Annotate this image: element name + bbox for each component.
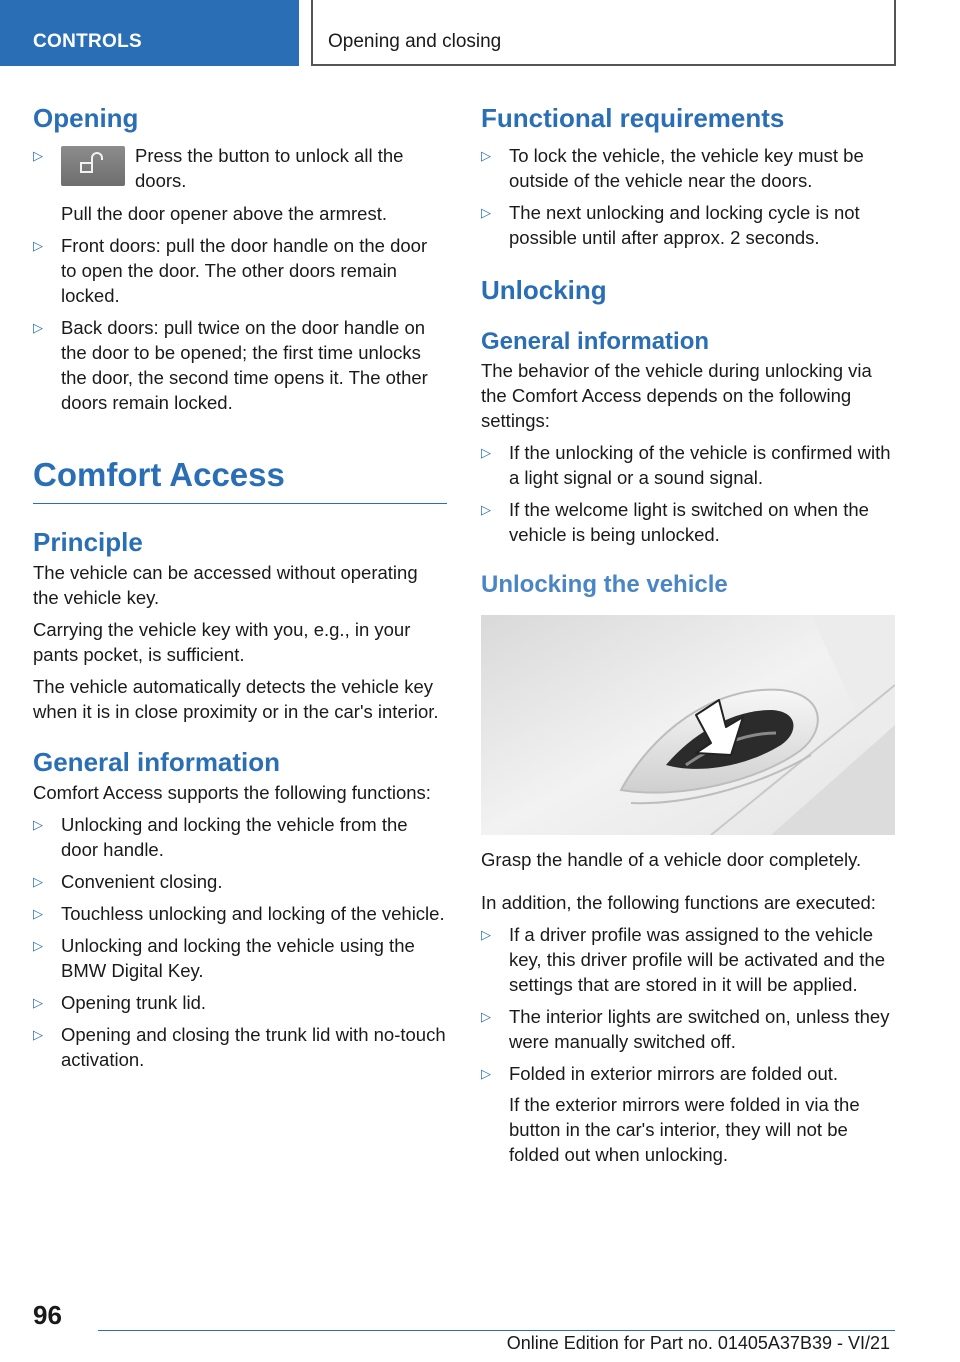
list-item: ▷ If the welcome light is switched on when the vehicle is being unlocked. bbox=[481, 499, 869, 545]
list-item: ▷ Folded in exterior mirrors are folded out. bbox=[481, 1063, 839, 1084]
functional-requirements-heading: Functional requirements bbox=[481, 103, 785, 133]
functional-requirements-list bbox=[481, 143, 895, 250]
bullet-triangle-icon: ▷ bbox=[33, 320, 43, 335]
list-item: ▷ Back doors: pull twice on the door handle on the door to be opened; the first time unlocks the door, the second time opens it. The other doors remain locked. bbox=[33, 317, 428, 413]
bullet-triangle-icon: ▷ bbox=[33, 1027, 43, 1042]
principle-para: The vehicle automatically detects the vehicle key when it is in close proximity or in the car's interior. bbox=[33, 676, 439, 722]
principle-heading: Principle bbox=[33, 527, 143, 557]
list-item: ▷ Front doors: pull the door handle on the door to open the door. The other doors remain locked. bbox=[33, 235, 428, 306]
list-item: ▷ If the unlocking of the vehicle is confirmed with a light signal or a sound signal. bbox=[481, 442, 891, 488]
door-handle-image bbox=[481, 615, 895, 835]
section-tab bbox=[0, 0, 299, 66]
left-column bbox=[33, 100, 447, 1072]
unlock-general-para: The behavior of the vehicle during unlocking via the Comfort Access depends on the following settings: bbox=[481, 360, 872, 431]
general-info-heading: General information bbox=[33, 747, 281, 777]
list-item: ▷ The next unlocking and locking cycle is not possible until after approx. 2 seconds. bbox=[481, 202, 860, 248]
grasp-para: Grasp the handle of a vehicle door completely. bbox=[481, 849, 862, 870]
list-item: ▷ If a driver profile was assigned to the vehicle key, this driver profile will be activated and the settings that are stored in it will be applied. bbox=[481, 924, 886, 995]
general-info-intro: Comfort Access supports the following functions: bbox=[33, 782, 431, 803]
opening-button-item bbox=[33, 143, 447, 203]
principle-para: The vehicle can be accessed without operating the vehicle key. bbox=[33, 562, 418, 608]
bullet-triangle-icon: ▷ bbox=[481, 1009, 491, 1024]
section-label: CONTROLS bbox=[33, 31, 143, 52]
comfort-functions-list bbox=[33, 812, 447, 1072]
list-item: ▷ Touchless unlocking and locking of the vehicle. bbox=[33, 903, 445, 924]
mirror-sub-text: If the exterior mirrors were folded in via the button in the car's interior, they will not be folded out when unlocking. bbox=[509, 1094, 860, 1165]
bullet-triangle-icon: ▷ bbox=[33, 995, 43, 1010]
bullet-triangle-icon: ▷ bbox=[33, 906, 43, 921]
bullet-triangle-icon: ▷ bbox=[481, 1066, 491, 1081]
list-item: ▷ Unlocking and locking the vehicle from the door handle. bbox=[33, 814, 408, 860]
footer-divider bbox=[98, 1330, 895, 1331]
bullet-triangle-icon: ▷ bbox=[481, 148, 491, 163]
principle-para: Carrying the vehicle key with you, e.g., in your pants pocket, is sufficient. bbox=[33, 619, 411, 665]
bullet-triangle-icon: ▷ bbox=[33, 817, 43, 832]
comfort-access-heading: Comfort Access bbox=[33, 453, 447, 504]
unlock-button-icon bbox=[61, 146, 125, 186]
list-item: ▷ Convenient closing. bbox=[33, 871, 223, 892]
list-item: ▷ The interior lights are switched on, unless they were manually switched off. bbox=[481, 1006, 890, 1052]
bullet-triangle-icon: ▷ bbox=[481, 927, 491, 942]
bullet-triangle-icon: ▷ bbox=[481, 205, 491, 220]
unlock-general-heading: General information bbox=[481, 328, 710, 355]
bullet-triangle-icon: ▷ bbox=[33, 238, 43, 253]
unlock-settings-list bbox=[481, 440, 895, 547]
list-item: ▷ Opening trunk lid. bbox=[33, 992, 207, 1013]
bullet-triangle-icon: ▷ bbox=[481, 502, 491, 517]
bullet-triangle-icon: ▷ bbox=[481, 445, 491, 460]
bullet-triangle-icon: ▷ bbox=[33, 874, 43, 889]
opening-sub-text: Pull the door opener above the armrest. bbox=[61, 203, 387, 224]
chapter-label: Opening and closing bbox=[328, 31, 502, 52]
list-item: ▷ Opening and closing the trunk lid with no-touch activation. bbox=[33, 1024, 446, 1070]
opening-heading: Opening bbox=[33, 103, 139, 133]
right-column bbox=[481, 100, 895, 1167]
page-number: 96 bbox=[33, 1300, 62, 1330]
unlock-functions-list bbox=[481, 922, 895, 1086]
chapter-title bbox=[311, 0, 896, 66]
bullet-triangle-icon: ▷ bbox=[33, 148, 43, 163]
unlocking-heading: Unlocking bbox=[481, 275, 607, 305]
opening-button-text: Press the button to unlock all the doors. bbox=[135, 145, 404, 191]
list-item: ▷ Unlocking and locking the vehicle using the BMW Digital Key. bbox=[33, 935, 415, 981]
footer-edition: Online Edition for Part no. 01405A37B39 - VI/21 bbox=[506, 1333, 890, 1353]
list-item: ▷ To lock the vehicle, the vehicle key must be outside of the vehicle near the doors. bbox=[481, 145, 864, 191]
bullet-triangle-icon: ▷ bbox=[33, 938, 43, 953]
opening-list bbox=[33, 233, 447, 415]
addition-para: In addition, the following functions are executed: bbox=[481, 892, 876, 913]
unlocking-vehicle-heading: Unlocking the vehicle bbox=[481, 571, 728, 598]
